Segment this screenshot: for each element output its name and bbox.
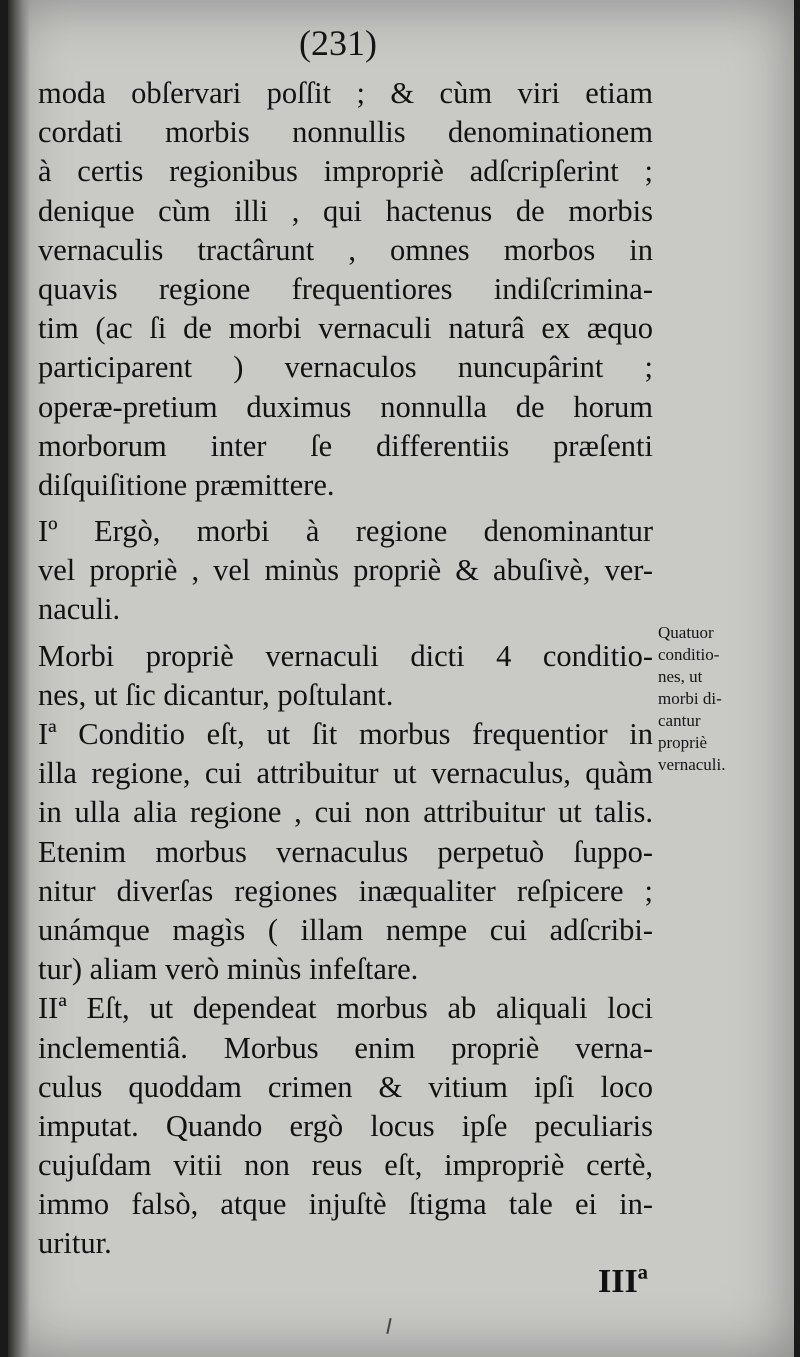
text-line: participarent ) vernaculos nuncupârint ; — [38, 350, 653, 385]
book-page — [8, 0, 794, 1357]
text-line: vernaculis tractârunt , omnes morbos in — [38, 232, 653, 267]
text-line: in ulla alia regione , cui non attribuitur ut talis. — [38, 795, 653, 830]
text-line: Iª Conditio eſt, ut ſit morbus frequentior in — [38, 717, 653, 751]
text-line: nitur diverſas regiones inæqualiter reſpicere ; — [38, 873, 653, 908]
margin-note — [658, 622, 778, 776]
text-line: naculi. — [38, 592, 121, 627]
text-line: vel propriè , vel minùs propriè & abuſivè, ver- — [38, 553, 653, 588]
margin-note-line: nes, ut — [658, 667, 703, 686]
text-line: Morbi propriè vernaculi dicti 4 conditio- — [38, 638, 653, 673]
margin-note-line: morbi di- — [658, 689, 722, 708]
page-number: (231) — [299, 23, 377, 63]
text-line: culus quoddam crimen & vitium ipſi loco — [38, 1069, 653, 1104]
text-line: immo falsò, atque injuſtè ſtigma tale ei in- — [38, 1187, 653, 1222]
text-line: imputat. Quando ergò locus ipſe peculiaris — [38, 1108, 653, 1143]
page-gutter-shadow — [8, 0, 30, 1357]
page-mark — [386, 1318, 391, 1334]
text-line: uritur. — [38, 1226, 112, 1261]
text-line: Iº Ergò, morbi à regione denominantur — [38, 514, 653, 549]
margin-note-line: vernaculi. — [658, 755, 726, 774]
margin-note-line: propriè — [658, 733, 708, 752]
text-line: quavis regione frequentiores indiſcrimina- — [38, 271, 653, 306]
text-line: cujuſdam vitii non reus eſt, impropriè certè, — [38, 1148, 653, 1183]
text-line: inclementiâ. Morbus enim propriè verna- — [38, 1030, 653, 1065]
text-line: à certis regionibus impropriè adſcripſerint ; — [38, 154, 653, 189]
margin-note-line: Quatuor — [658, 623, 714, 642]
text-line: operæ-pretium duximus nonnulla de horum — [38, 389, 653, 424]
text-line: Etenim morbus vernaculus perpetuò ſuppo- — [38, 834, 653, 869]
text-line: tur) aliam verò minùs infeſtare. — [38, 952, 419, 987]
text-line: IIª Eſt, ut dependeat morbus ab aliquali loci — [38, 991, 653, 1026]
text-line: tim (ac ſi de morbi vernaculi naturâ ex æquo — [38, 311, 653, 346]
text-line: denique cùm illi , qui hactenus de morbis — [38, 193, 653, 228]
margin-note-line: cantur — [658, 711, 701, 730]
main-text-block — [38, 74, 653, 1264]
text-line: diſquiſitione præmittere. — [38, 467, 335, 502]
text-line: illa regione, cui attribuitur ut vernaculus, quàm — [38, 756, 653, 791]
catchword: IIIª — [598, 1263, 648, 1300]
text-line: morborum inter ſe differentiis præſenti — [38, 428, 653, 463]
text-line: nes, ut ſic dicantur, poſtulant. — [38, 677, 394, 712]
text-line: unámque magìs ( illam nempe cui adſcribi- — [38, 912, 653, 947]
margin-note-line: conditio- — [658, 645, 720, 664]
text-line: cordati morbis nonnullis denominationem — [38, 115, 653, 150]
text-line: moda obſervari poſſit ; & cùm viri etiam — [38, 76, 653, 110]
